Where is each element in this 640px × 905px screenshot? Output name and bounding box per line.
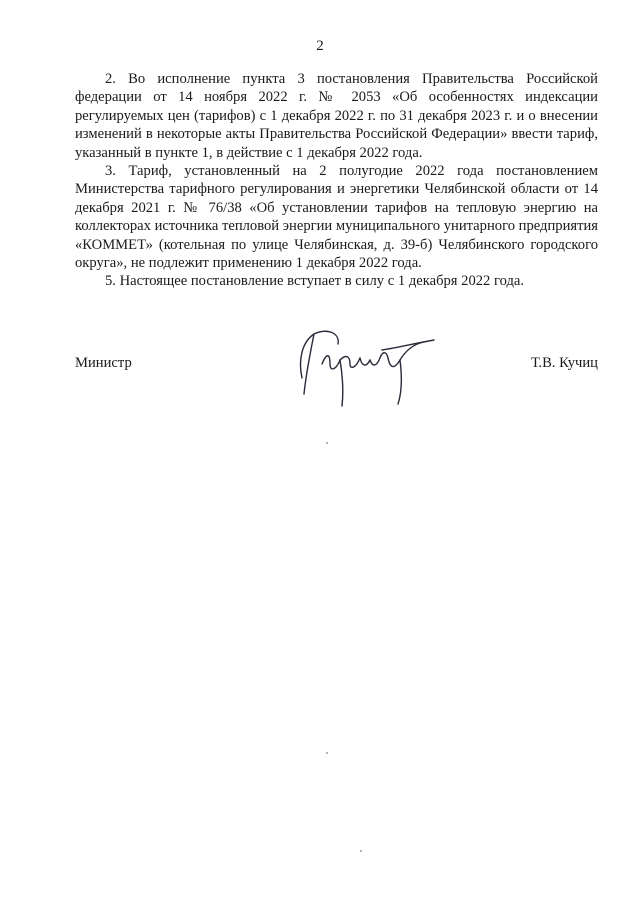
scan-speck bbox=[326, 752, 328, 754]
page-number: 2 bbox=[316, 38, 324, 54]
paragraph-item-5: 5. Настоящее постановление вступает в силу с 1 декабря 2022 года. bbox=[105, 273, 525, 290]
signer-name: Т.В. Кучиц bbox=[530, 355, 598, 371]
scan-speck bbox=[326, 442, 328, 444]
document-body bbox=[75, 70, 598, 291]
scan-speck bbox=[360, 850, 362, 852]
paragraph-item-3: 3. Тариф, установленный на 2 полугодие 2022 года постановлением Министерства тарифного регулирования и энергетики Челябинской области от 14 декабря 2021 г. № 76/38 «Об установлении тарифов на тепловую энергию на коллекторах источника тепловой энергии муниципального унитарного предприятия «КОММЕТ» (котельная по улице Челябинская, д. 39-б) Челябинского городского округа», не подлежит применению 1 декабря 2022 года. bbox=[75, 163, 598, 272]
signer-title: Министр bbox=[75, 355, 132, 371]
handwritten-signature bbox=[292, 320, 442, 410]
paragraph-item-2: 2. Во исполнение пункта 3 постановления Правительства Российской федерации от 14 ноября 2022 г. № 2053 «Об особенностях индексации регулируемых цен (тарифов) с 1 декабря 2022 г. по 31 декабря 2023 г. и о внесении изменений в некоторые акты Правительства Российской Федерации» ввести тариф, указанный в пункте 1, в действие с 1 декабря 2022 года. bbox=[75, 71, 598, 161]
